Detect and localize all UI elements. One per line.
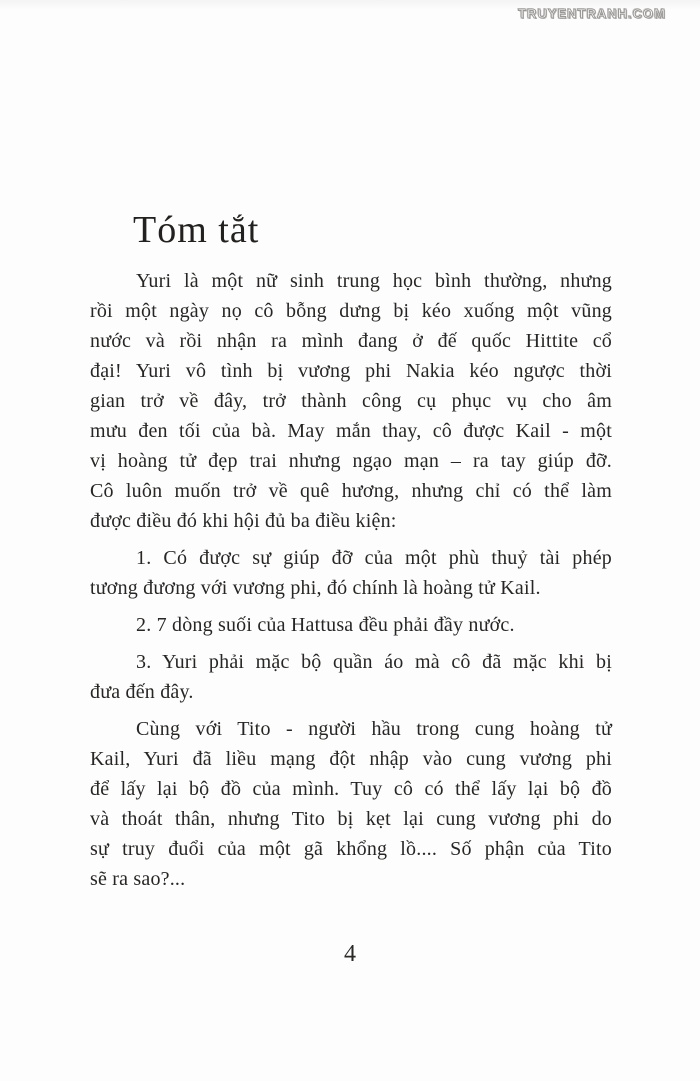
text-line: được điều đó khi hội đủ ba điều kiện: <box>90 510 397 532</box>
text-line: tương đương với vương phi, đó chính là hoàng tử Kail. <box>90 577 541 599</box>
text-line: Yuri là một nữ sinh trung học bình thường, nhưng <box>136 270 612 292</box>
page-number: 4 <box>344 941 356 967</box>
text-line: Kail, Yuri đã liều mạng đột nhập vào cung vương phi <box>90 748 612 770</box>
text-line: vị hoàng tử đẹp trai nhưng ngạo mạn – ra tay giúp đỡ. <box>90 450 612 472</box>
watermark: TRUYENTRANH.COM <box>518 6 666 21</box>
text-line: 1. Có được sự giúp đỡ của một phù thuỷ tài phép <box>136 547 612 569</box>
text-line: đưa đến đây. <box>90 681 194 703</box>
text-line: gian trở về đây, trở thành công cụ phục vụ cho âm <box>90 390 612 412</box>
text-line: mưu đen tối của bà. May mắn thay, cô được Kail - một <box>90 420 612 442</box>
paragraph <box>90 543 612 603</box>
text-line: sự truy đuổi của một gã khổng lồ.... Số phận của Tito <box>90 838 612 860</box>
page-title: Tóm tắt <box>133 209 260 251</box>
text-line: và thoát thân, nhưng Tito bị kẹt lại cung vương phi do <box>90 808 612 830</box>
text-line: 2. 7 dòng suối của Hattusa đều phải đầy nước. <box>136 614 515 636</box>
text-line: rồi một ngày nọ cô bỗng dưng bị kéo xuống một vũng <box>90 300 612 322</box>
paragraph <box>90 647 612 707</box>
paragraph <box>90 714 612 894</box>
paragraph <box>90 266 612 536</box>
text-line: nước và rồi nhận ra mình đang ở đế quốc Hittite cổ <box>90 330 612 352</box>
text-line: sẽ ra sao?... <box>90 868 186 890</box>
text-line: Cùng với Tito - người hầu trong cung hoàng tử <box>136 718 612 740</box>
summary-paragraphs <box>90 266 612 901</box>
paragraph <box>90 610 612 640</box>
text-line: đại! Yuri vô tình bị vương phi Nakia kéo ngược thời <box>90 360 612 382</box>
text-line: để lấy lại bộ đồ của mình. Tuy cô có thể lấy lại bộ đồ <box>90 778 612 800</box>
text-line: Cô luôn muốn trở về quê hương, nhưng chỉ có thể làm <box>90 480 612 502</box>
text-line: 3. Yuri phải mặc bộ quần áo mà cô đã mặc khi bị <box>136 651 612 673</box>
